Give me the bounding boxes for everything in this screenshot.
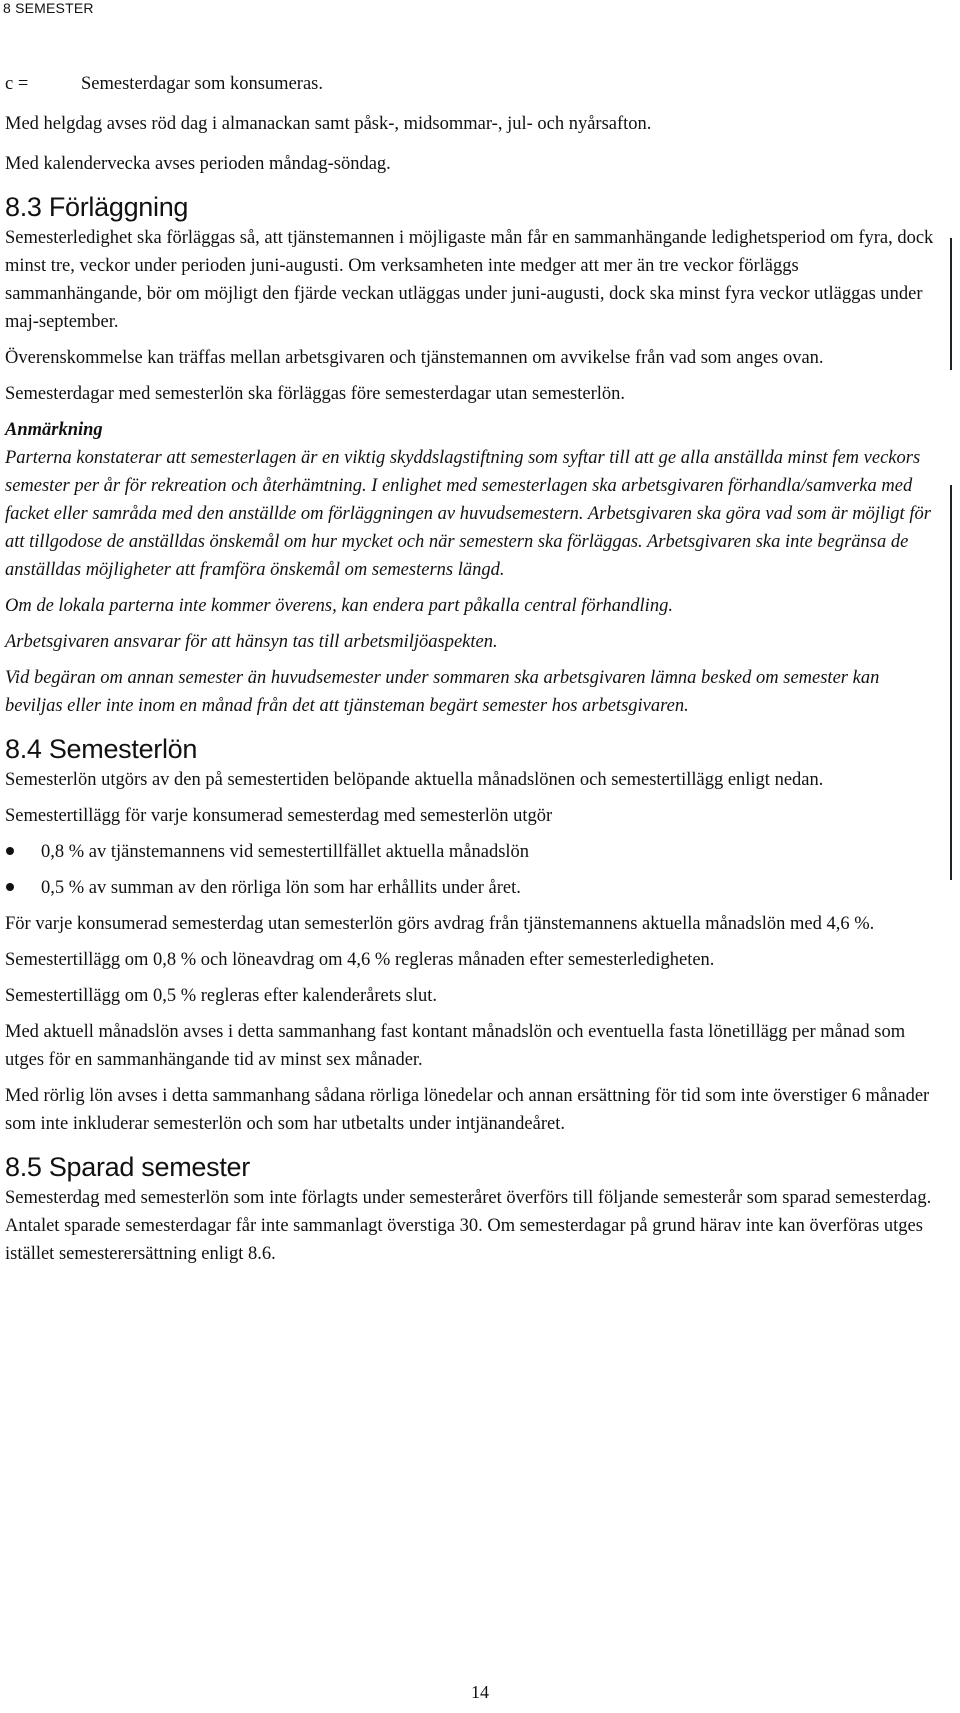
list-item-text: 0,8 % av tjänstemannens vid semestertillfället aktuella månadslön (41, 842, 530, 862)
note-paragraph: Arbetsgivaren ansvarar för att hänsyn tas till arbetsmiljöaspekten. (5, 632, 498, 652)
definition-key: c = (5, 74, 29, 94)
paragraph: För varje konsumerad semesterdag utan semesterlön görs avdrag från tjänstemannens aktuella månadslön med 4,6 %. (5, 914, 875, 934)
intro-paragraph: Med kalendervecka avses perioden måndag-söndag. (5, 154, 391, 174)
section-heading-8-5: 8.5 Sparad semester (5, 1152, 250, 1182)
change-bar (950, 485, 952, 880)
paragraph: Semesterdagar med semesterlön ska förläggas före semesterdagar utan semesterlön. (5, 384, 626, 404)
paragraph: Semesterlön utgörs av den på semestertiden belöpande aktuella månadslönen och semestertillägg enligt nedan. (5, 770, 824, 790)
running-head: 8 SEMESTER (3, 0, 94, 16)
note-heading: Anmärkning (5, 420, 103, 440)
bullet-icon (5, 838, 41, 866)
paragraph: Semestertillägg om 0,5 % regleras efter kalenderårets slut. (5, 986, 438, 1006)
paragraph: Överenskommelse kan träffas mellan arbetsgivaren och tjänstemannen om avvikelse från vad som anges ovan. (5, 348, 824, 368)
paragraph: Semestertillägg om 0,8 % och löneavdrag om 4,6 % regleras månaden efter semesterledigheten. (5, 950, 715, 970)
list-item-text: 0,5 % av summan av den rörliga lön som har erhållits under året. (41, 878, 521, 898)
note-paragraph: Om de lokala parterna inte kommer överens, kan endera part påkalla central förhandling. (5, 596, 673, 616)
paragraph: Semestertillägg för varje konsumerad semesterdag med semesterlön utgör (5, 806, 553, 826)
paragraph: Med aktuell månadslön avses i detta sammanhang fast kontant månadslön och eventuella fasta lönetillägg per månad som utges för en sammanhängande tid av minst sex månader. (5, 1022, 906, 1070)
intro-paragraph: Med helgdag avses röd dag i almanackan samt påsk-, midsommar-, jul- och nyårsafton. (5, 114, 652, 134)
list-item (5, 874, 935, 902)
paragraph: Med rörlig lön avses i detta sammanhang sådana rörliga lönedelar och annan ersättning för tid som inte överstiger 6 månader som inte inkluderar semesterlön och som har utbetalts under intjänandeåret. (5, 1086, 930, 1134)
note-paragraph: Parterna konstaterar att semesterlagen är en viktig skyddslagstiftning som syftar till att ge alla anställda minst fem veckors semester per år för rekreation och återhämtning. I enlighet med semesterlagen ska arbetsgivaren förhandla/samverka med facket eller samråda med den anställde om förläggningen av huvudsemestern. Arbetsgivaren ska göra vad som är möjligt för att tillgodose de anställdas önskemål om hur mycket och när semestern ska förläggas. Arbetsgivaren ska inte begränsa de anställdas möjligheter att framföra önskemål om semesterns längd. (5, 448, 931, 580)
change-bar (950, 238, 952, 370)
bullet-icon (5, 874, 41, 902)
section-heading-8-3: 8.3 Förläggning (5, 192, 189, 222)
paragraph: Semesterledighet ska förläggas så, att tjänstemannen i möjligaste mån får en sammanhängande ledighetsperiod om fyra, dock minst tre, veckor under perioden juni-augusti. Om verksamheten inte medger att mer än tre veckor förläggs sammanhängande, bör om möjligt den fjärde veckan utläggas under juni-augusti, dock ska minst fyra veckor utläggas under maj-september. (5, 228, 934, 332)
list-item (5, 838, 935, 866)
document-body (5, 70, 935, 1268)
page-number: 14 (471, 1682, 489, 1702)
definition-value: Semesterdagar som konsumeras. (81, 74, 323, 94)
note-paragraph: Vid begäran om annan semester än huvudsemester under sommaren ska arbetsgivaren lämna besked om semester kan beviljas eller inte inom en månad från det att tjänsteman begärt semester hos arbetsgivaren. (5, 668, 880, 716)
paragraph: Semesterdag med semesterlön som inte förlagts under semesteråret överförs till följande semesterår som sparad semesterdag. Antalet sparade semesterdagar får inte sammanlagt överstiga 30. Om semesterdagar på grund härav inte kan överföras utges istället semesterersättning enligt 8.6. (5, 1188, 932, 1264)
definition-row (5, 70, 935, 98)
section-heading-8-4: 8.4 Semesterlön (5, 734, 198, 764)
